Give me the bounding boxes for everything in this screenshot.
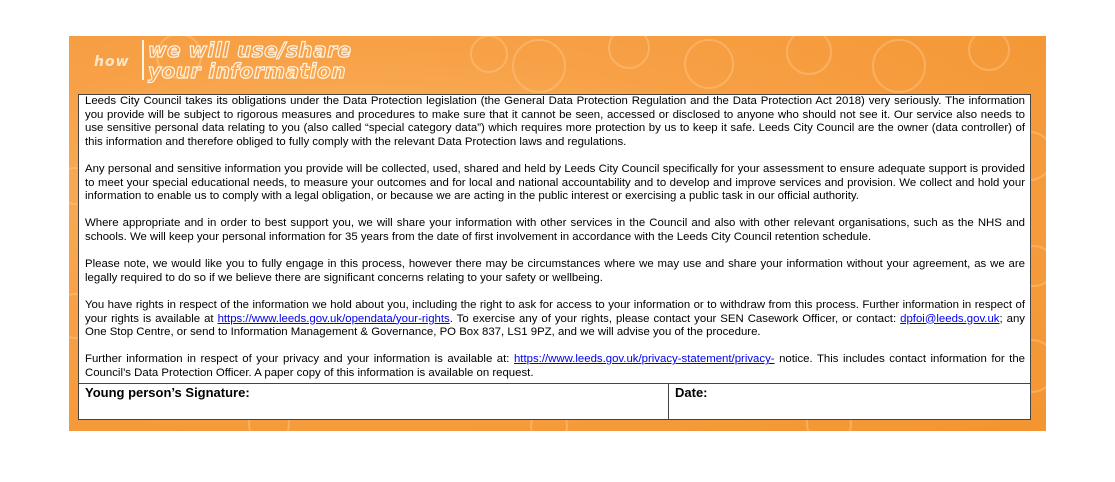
privacy-text-a: Further information in respect of your privacy and your information is available at:	[85, 353, 514, 366]
rights-text-b: . To exercise any of your rights, please contact your SEN Casework Officer, or contact:	[449, 312, 901, 325]
paragraph-privacy-statement	[85, 353, 1025, 380]
heading-divider	[142, 40, 144, 80]
your-rights-link[interactable]: https://www.leeds.gov.uk/opendata/your-rights	[217, 312, 450, 325]
paragraph-sharing: Where appropriate and in order to best support you, we will share your information with other services in the Council and also with other relevant organisations, such as the NHS and schools. We will keep your personal information for 35 years from the date of first involvement in accordance with the Leeds City Council retention schedule.	[85, 217, 1025, 243]
paragraph-without-agreement: Please note, we would like you to fully engage in this process, however there may be circumstances where we may use and share your information without your agreement, as we are legally required to do so if we believe there are significant concerns relating to your safety or wellbeing.	[85, 258, 1025, 284]
signature-field[interactable]	[79, 384, 669, 420]
heading-line-1: we will use/share	[148, 38, 352, 62]
signature-label: Young person’s Signature:	[85, 385, 250, 400]
heading-line-2: your information	[148, 59, 346, 83]
signature-row	[79, 383, 1030, 419]
privacy-notice-text	[85, 95, 1025, 394]
rights-text-c: ; any One Stop Centre, or send to Information Management & Governance, PO Box 837, LS1 9PZ, and we will advise you of the procedure.	[85, 312, 1025, 339]
privacy-text-b: notice. This includes contact information for the Council’s Data Protection Officer. A paper copy of this information is available on request.	[85, 353, 1025, 379]
paragraph-obligations: Leeds City Council takes its obligations under the Data Protection legislation (the General Data Protection Regulation and the Data Protection Act 2018) very seriously. The information you provide will be subject to rigorous measures and procedures to make sure that it cannot be seen, accessed or disclosed to anyone who should not see it. Our service also needs to use sensitive personal data relating to you (also called “special category data”) which requires more protection by us to keep it safe. Leeds City Council are the owner (data controller) of this information and therefore obliged to fully comply with the relevant Data Protection laws and regulations.	[85, 95, 1025, 148]
privacy-statement-link[interactable]: https://www.leeds.gov.uk/privacy-statement/privacy-	[513, 353, 775, 366]
dpfoi-email-link[interactable]: dpfoi@leeds.gov.uk	[900, 312, 1000, 325]
paragraph-use-of-information: Any personal and sensitive information you provide will be collected, used, shared and held by Leeds City Council specifically for your assessment to ensure adequate support is provided to meet your special educational needs, to measure your outcomes and for local and national accountability and to develop and improve services and provision. We collect and hold your information to enable us to comply with a legal obligation, or because we are acting in the public interest or exercising a public task in our official authority.	[85, 162, 1025, 203]
section-heading	[94, 38, 414, 86]
heading-how: how	[94, 54, 130, 70]
date-field[interactable]	[669, 384, 1030, 420]
paragraph-your-rights	[85, 299, 1025, 340]
privacy-notice-box	[78, 94, 1031, 420]
date-label: Date:	[675, 385, 708, 400]
rights-text-a: You have rights in respect of the information we hold about you, including the right to ask for access to your information or to withdraw from this process. Further information in respect of your rights is available at	[85, 298, 1025, 325]
